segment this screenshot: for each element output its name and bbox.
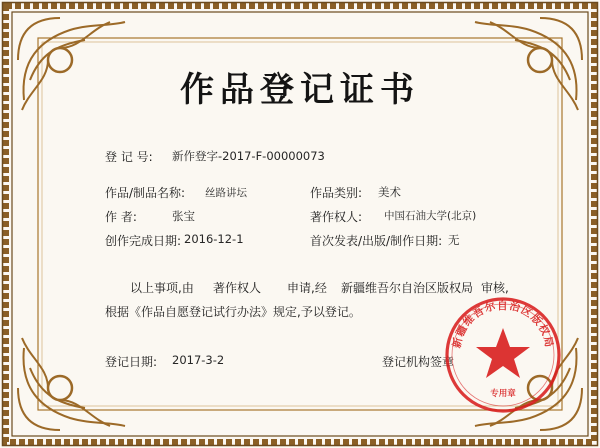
statement-authority: 新疆维吾尔自治区版权局	[341, 281, 474, 295]
category-label: 作品类别:	[310, 186, 363, 200]
corner-ornament-bottom-left	[18, 338, 125, 430]
reg-date-label: 登记日期:	[105, 355, 158, 369]
reg-date-value: 2017-3-2	[172, 353, 225, 367]
first-publication-label: 首次发表/出版/制作日期:	[310, 234, 443, 248]
statement-applicant: 著作权人	[213, 281, 262, 295]
statement-regulation: 根据《作品自愿登记试行办法》规定,予以登记。	[105, 305, 361, 319]
reg-no-label: 登 记 号:	[105, 150, 153, 164]
statement-text: 以上事项,由	[130, 281, 194, 295]
completion-date-label: 创作完成日期:	[105, 234, 182, 248]
author-value: 张宝	[172, 209, 195, 223]
seal-label: 登记机构签章	[382, 355, 455, 369]
certificate-title: 作品登记证书	[180, 70, 420, 110]
statement-text: 申请,经	[287, 281, 327, 295]
author-label: 作 者:	[105, 210, 137, 224]
completion-date-value: 2016-12-1	[184, 232, 244, 246]
star-icon	[476, 328, 530, 378]
owner-value: 中国石油大学(北京)	[384, 210, 477, 222]
owner-label: 著作权人:	[310, 210, 363, 224]
statement-text: 审核,	[481, 281, 509, 295]
work-name-label: 作品/制品名称:	[105, 186, 186, 200]
stamp-sub-text: 专用章	[490, 389, 516, 399]
work-name-value: 丝路讲坛	[205, 187, 247, 199]
first-publication-value: 无	[448, 233, 460, 247]
official-seal-stamp	[443, 295, 563, 415]
reg-no-value: 新作登字-2017-F-00000073	[172, 149, 325, 163]
stamp-ring-text: 新疆维吾尔自治区版权局	[450, 299, 556, 350]
category-value: 美术	[378, 185, 401, 199]
